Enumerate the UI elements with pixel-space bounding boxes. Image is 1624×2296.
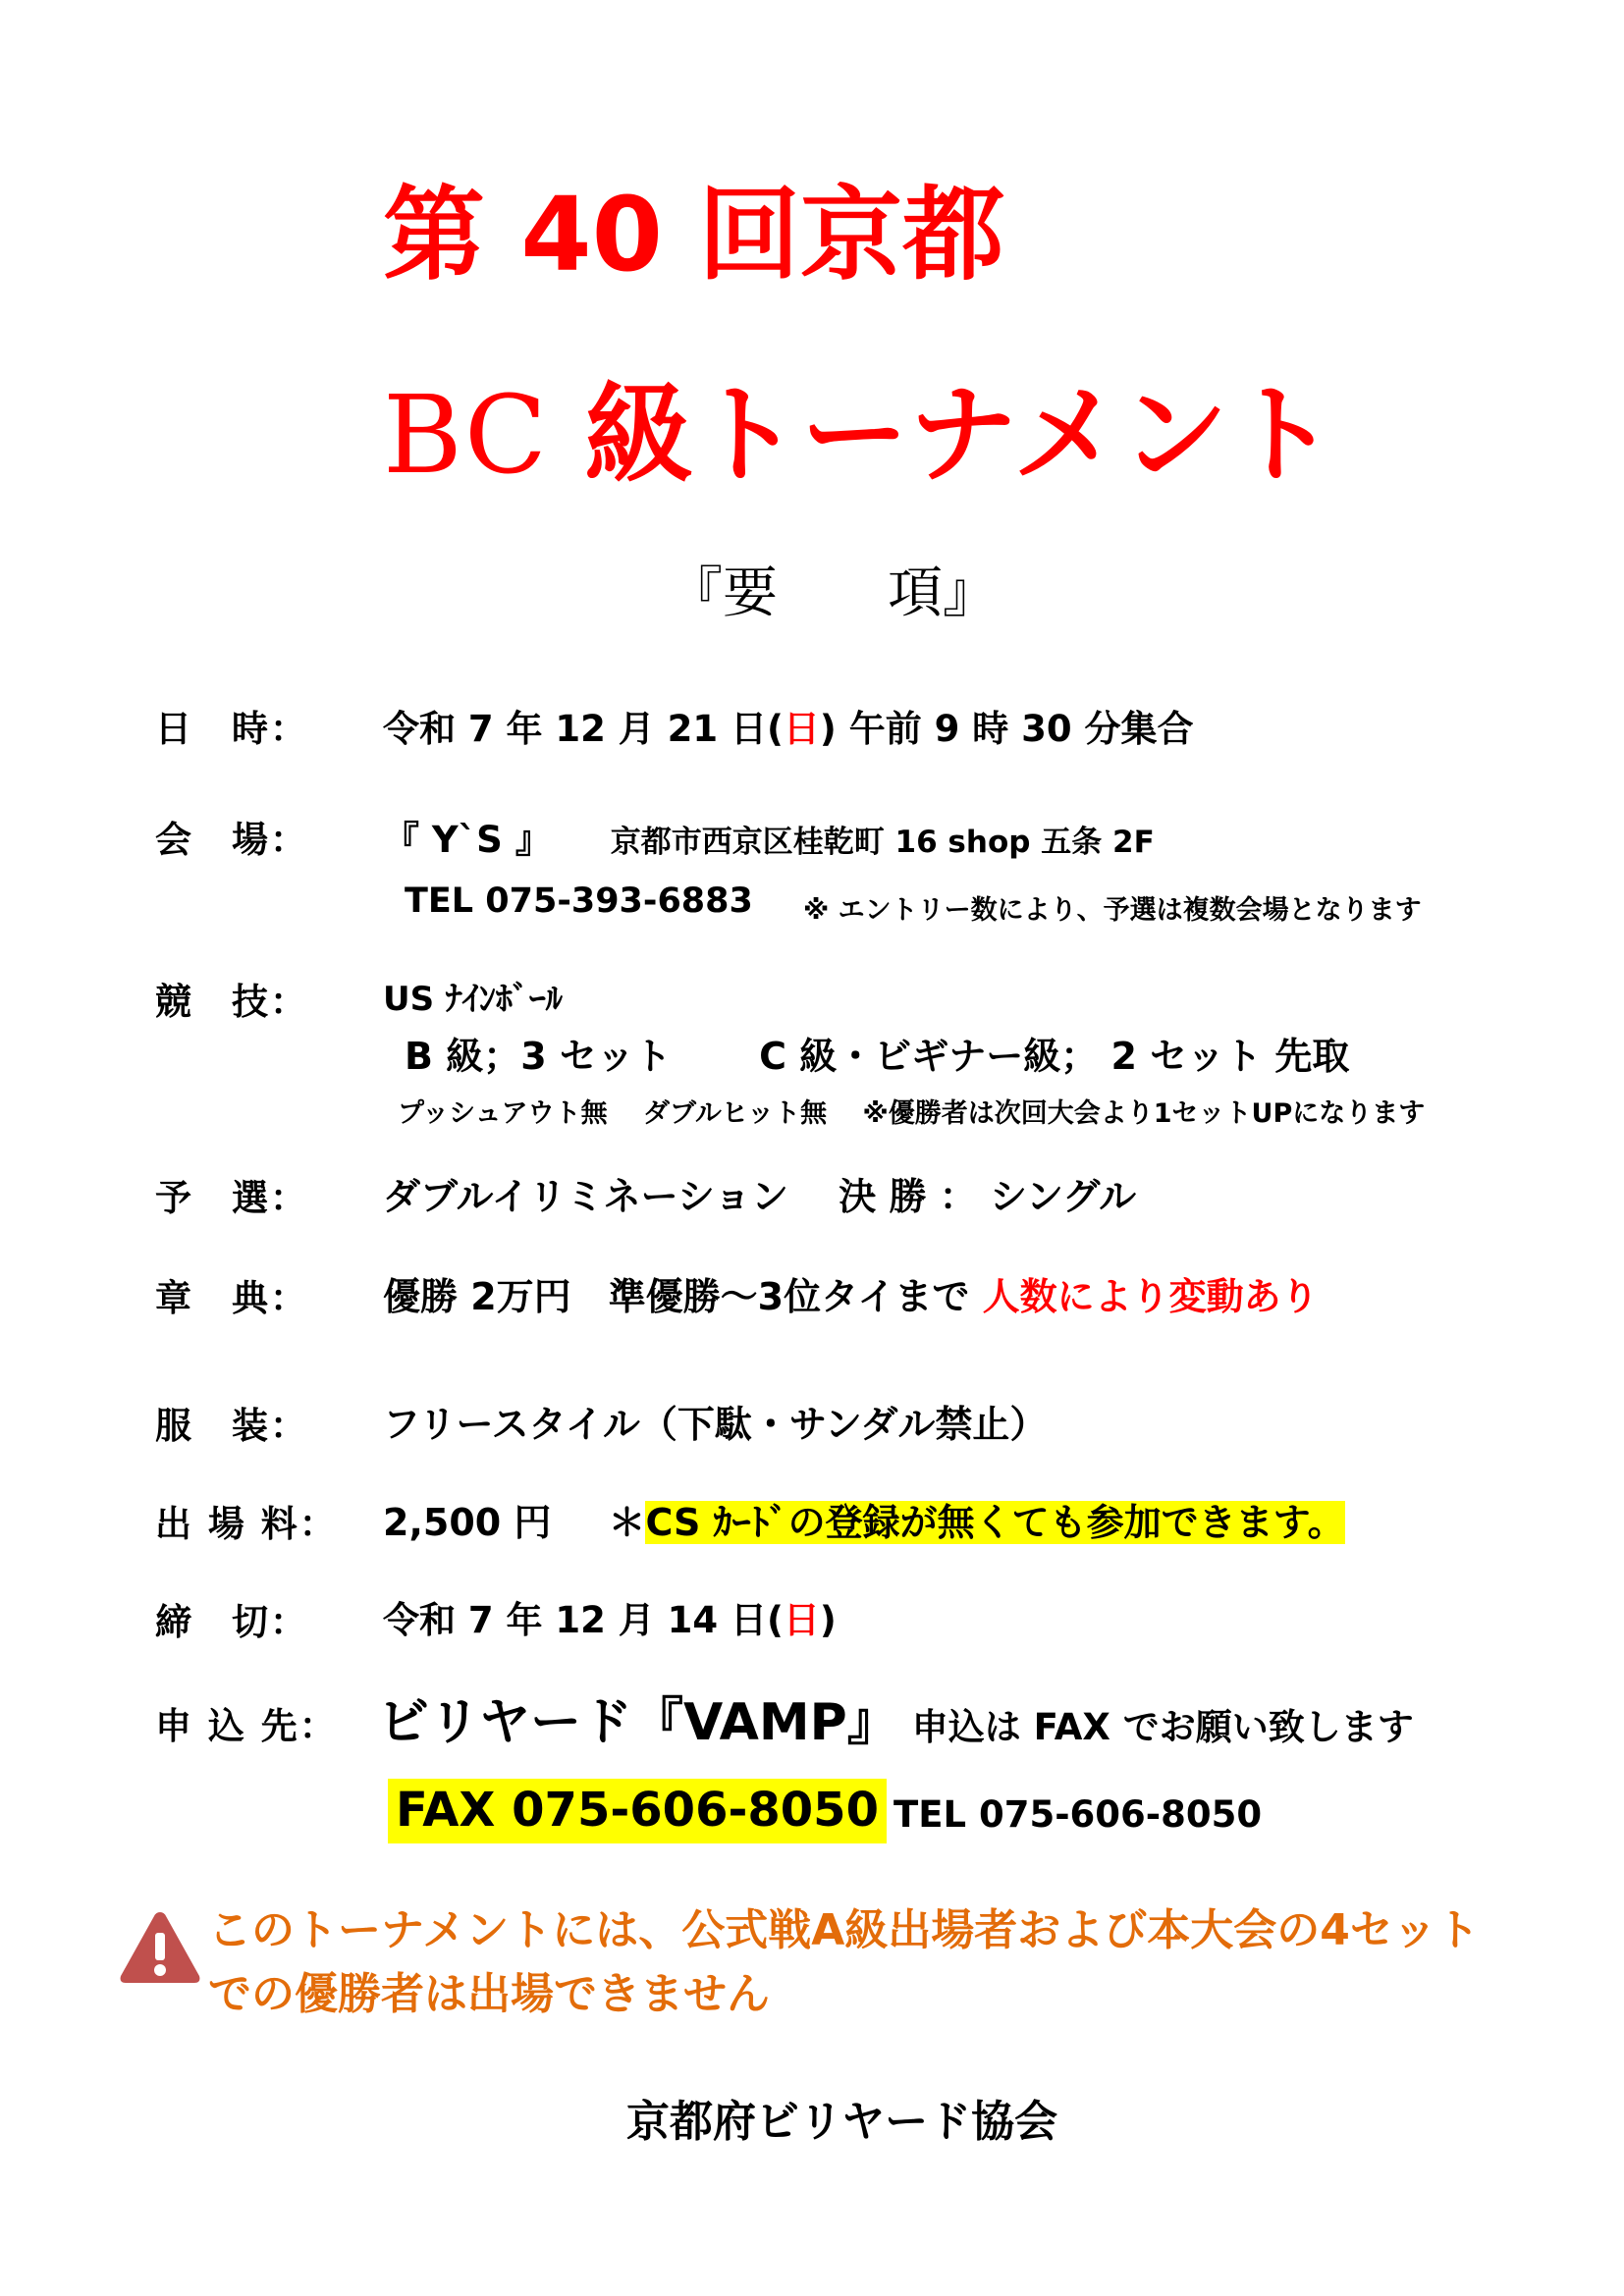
venue-note: ※ エントリー数により、予選は複数会場となります [803, 895, 1422, 926]
schedule-time: ) 午前 9 時 30 分集合 [819, 708, 1194, 750]
prize-label: 章 典： [155, 1277, 308, 1319]
apply-note: 申込は FAX でお願い致します [911, 1706, 1414, 1748]
dress-label: 服 装： [155, 1405, 308, 1447]
apply-value [378, 1681, 1414, 1754]
fee-star: ＊ [608, 1501, 646, 1544]
fee-label: 出 場 料： [155, 1503, 338, 1545]
fee-amount: 2,500 円 [383, 1501, 552, 1544]
prize-text: 優勝 2万円 準優勝～3位タイまで [383, 1275, 983, 1318]
fee-note: CS ｶｰﾄﾞの登録が無くても参加できます。 [645, 1501, 1345, 1544]
prize-note: 人数により変動あり [982, 1275, 1319, 1318]
game-line-2: B 級；3 セット C 級・ビギナー級； 2 セット 先取 [405, 1035, 1350, 1078]
title-tournament: 級トーナメント [547, 372, 1336, 498]
fee-value [383, 1492, 1345, 1546]
schedule-date: 令和 7 年 12 月 21 日( [383, 708, 784, 750]
apply-fax: FAX 075-606-8050 [388, 1779, 887, 1843]
dress-value: フリースタイル（下駄・サンダル禁止） [383, 1403, 1048, 1446]
prize-value [383, 1266, 1319, 1320]
schedule-day: 日 [783, 708, 820, 750]
deadline-day: 日 [783, 1599, 820, 1641]
deadline-date: 令和 7 年 12 月 14 日( [383, 1599, 784, 1641]
game-line-3: プッシュアウト無 ダブルヒット無 ※優勝者は次回大会より1セットUPになります [398, 1098, 1426, 1129]
game-label: 競 技： [155, 981, 308, 1023]
game-line-1: US ﾅｲﾝﾎﾞｰﾙ [383, 980, 563, 1019]
deadline-label: 締 切： [155, 1601, 308, 1643]
schedule-label: 日 時： [155, 708, 308, 750]
deadline-value [383, 1590, 837, 1643]
warning-line-2: での優勝者は出場できません [208, 1969, 770, 2019]
venue-address: 京都市西京区桂乾町 16 shop 五条 2F [610, 825, 1155, 860]
venue-value [383, 810, 1155, 863]
association-name: 京都府ビリヤード協会 [626, 2097, 1058, 2147]
title-line-1: 第 40 回京都 [383, 175, 1005, 294]
title-line-2 [383, 348, 1336, 504]
apply-venue: ビリヤード『VAMP』 [378, 1693, 898, 1752]
prelim-label: 予 選： [155, 1177, 308, 1219]
warning-icon [118, 1909, 202, 1990]
venue-name: 『 Y`S 』 [383, 819, 552, 861]
apply-label: 申 込 先： [155, 1705, 338, 1747]
apply-tel: TEL 075-606-8050 [893, 1793, 1263, 1836]
venue-tel: TEL 075-393-6883 [405, 881, 753, 921]
schedule-value [383, 699, 1193, 752]
warning-line-1: このトーナメントには、公式戦A級出場者および本大会の4セット [208, 1905, 1480, 1955]
deadline-close: ) [819, 1599, 837, 1641]
subtitle: 『要 項』 [668, 561, 998, 625]
title-bc: BC [383, 372, 548, 498]
prelim-value: ダブルイリミネーション 決 勝 ： シングル [383, 1175, 1137, 1218]
venue-label: 会 場： [155, 819, 308, 861]
